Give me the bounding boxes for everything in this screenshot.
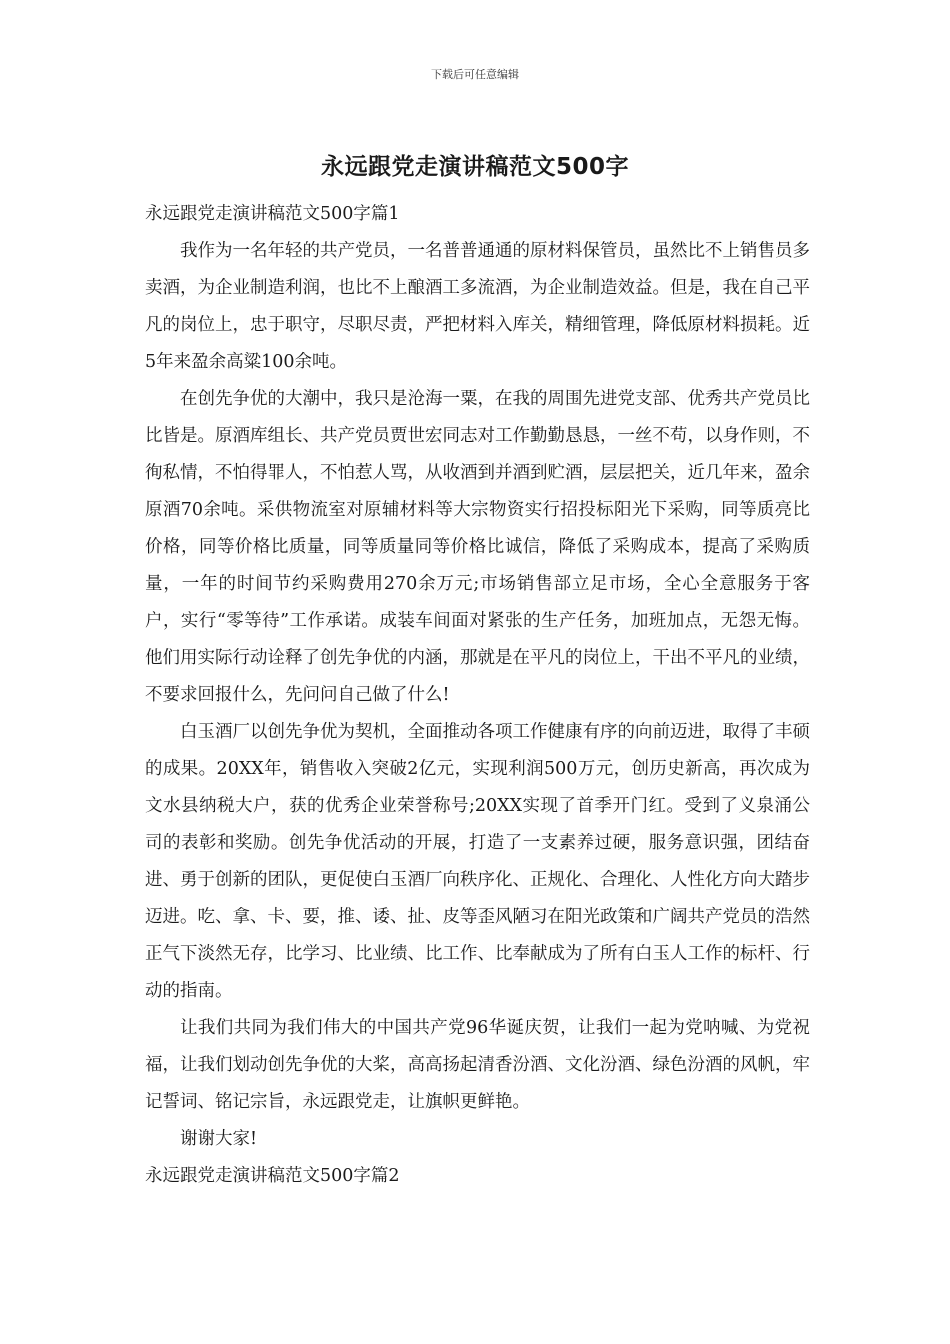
paragraph: 在创先争优的大潮中，我只是沧海一粟，在我的周围先进党支部、优秀共产党员比比皆是。原酒库组长、共产党员贾世宏同志对工作勤勤恳恳，一丝不苟，以身作则，不徇私情，不怕得罪人，不怕惹人骂，从收酒到并酒到贮酒，层层把关，近几年来，盈余原酒70余吨。采供物流室对原辅材料等大宗物资实行招投标阳光下采购，同等质亮比价格，同等价格比质量，同等质量同等价格比诚信，降低了采购成本，提高了采购质量，一年的时间节约采购费用270余万元;市场销售部立足市场，全心全意服务于客户，实行“零等待”工作承诺。成装车间面对紧张的生产任务，加班加点，无怨无悔。他们用实际行动诠释了创先争优的内涵，那就是在平凡的岗位上，干出不平凡的业绩，不要求回报什么，先问问自己做了什么! xyxy=(145,389,810,705)
document-body xyxy=(145,196,810,1195)
paragraph: 让我们共同为我们伟大的中国共产党96华诞庆贺，让我们一起为党呐喊、为党祝福，让我们划动创先争优的大桨，高高扬起清香汾酒、文化汾酒、绿色汾酒的风帆，牢记誓词、铭记宗旨，永远跟党走，让旗帜更鲜艳。 xyxy=(145,1018,810,1112)
section-heading: 永远跟党走演讲稿范文500字篇1 xyxy=(145,204,400,224)
section-1 xyxy=(145,196,810,1158)
section-2 xyxy=(145,1158,810,1195)
paragraph: 我作为一名年轻的共产党员，一名普普通通的原材料保管员，虽然比不上销售员多卖酒，为企业制造利润，也比不上酿酒工多流酒，为企业制造效益。但是，我在自己平凡的岗位上，忠于职守，尽职尽责，严把材料入库关，精细管理，降低原材料损耗。近5年来盈余高粱100余吨。 xyxy=(145,241,810,372)
paragraph: 白玉酒厂以创先争优为契机，全面推动各项工作健康有序的向前迈进，取得了丰硕的成果。20XX年，销售收入突破2亿元，实现利润500万元，创历史新高，再次成为文水县纳税大户，获的优秀企业荣誉称号;20XX实现了首季开门红。受到了义泉涌公司的表彰和奖励。创先争优活动的开展，打造了一支素养过硬，服务意识强，团结奋进、勇于创新的团队，更促使白玉酒厂向秩序化、正规化、合理化、人性化方向大踏步迈进。吃、拿、卡、要，推、诿、扯、皮等歪风陋习在阳光政策和广阔共产党员的浩然正气下淡然无存，比学习、比业绩、比工作、比奉献成为了所有白玉人工作的标杆、行动的指南。 xyxy=(145,722,810,1001)
section-heading: 永远跟党走演讲稿范文500字篇2 xyxy=(145,1166,400,1186)
header-note: 下载后可任意编辑 xyxy=(431,68,519,81)
paragraph: 谢谢大家! xyxy=(180,1129,258,1149)
document-title: 永远跟党走演讲稿范文500字 xyxy=(320,154,629,180)
